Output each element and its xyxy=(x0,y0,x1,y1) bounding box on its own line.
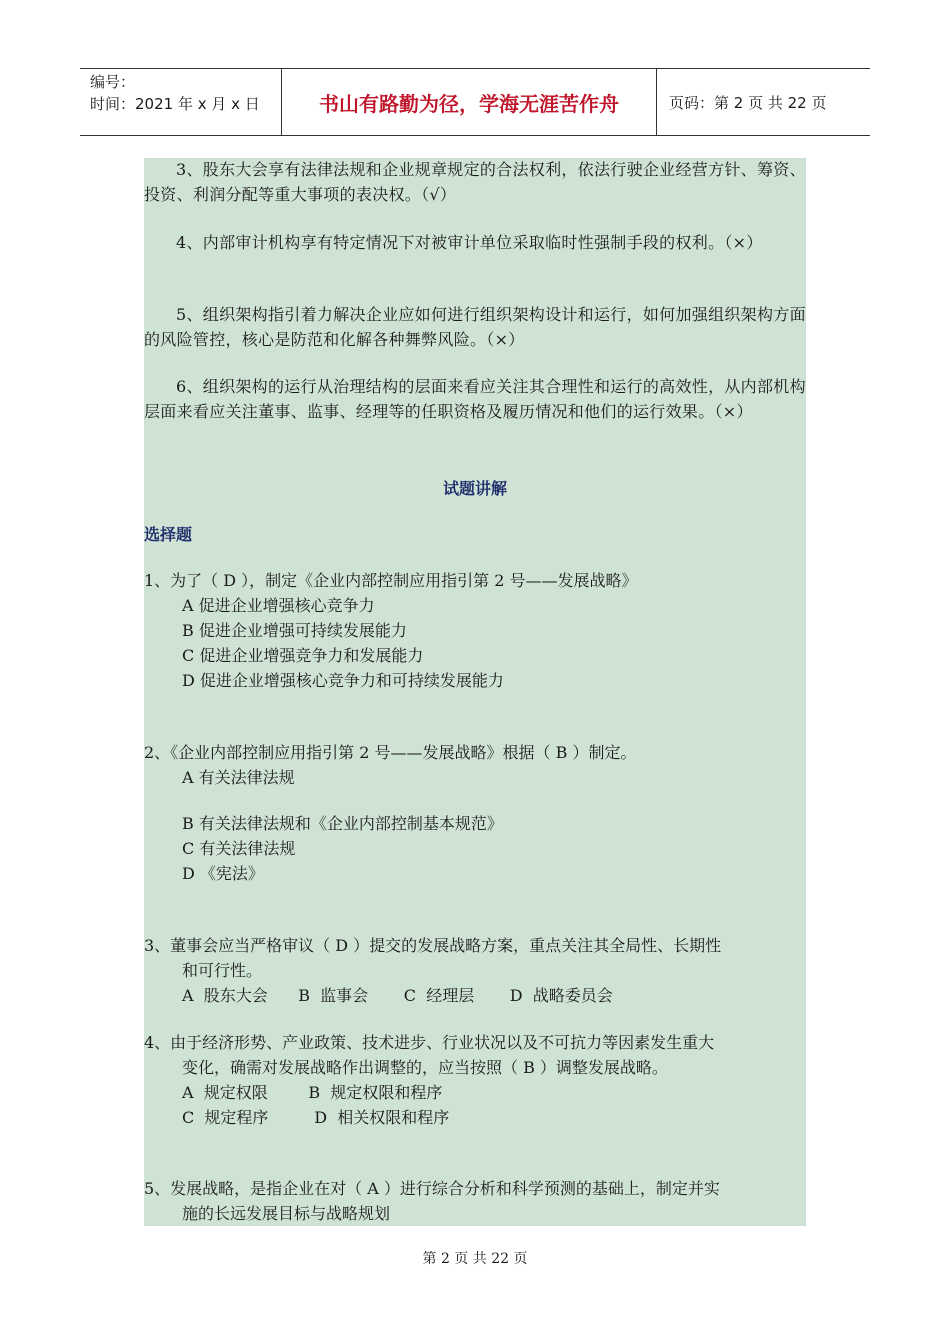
options-row-1: A 规定权限 B 规定权限和程序 xyxy=(182,1083,443,1102)
date-label: 时间：2021 年 x 月 x 日 xyxy=(90,95,260,113)
code-label: 编号： xyxy=(90,73,136,91)
header-page-info: 页码：第 2 页 共 22 页 xyxy=(669,93,827,112)
option-d: D 《宪法》 xyxy=(182,864,264,883)
question-stem: 4、由于经济形势、产业政策、技术进步、行业状况以及不可抗力等因素发生重大变化，确需对发展战略作出调整的，应当按照（ B ）调整发展战略。 xyxy=(144,1033,715,1077)
header-meta xyxy=(80,69,282,135)
paragraph-3: 3、股东大会享有法律法规和企业规章规定的合法权利，依法行驶企业经营方针、筹资、投资、利润分配等重大事项的表决权。（√） xyxy=(144,160,806,204)
section-title: 试题讲解 xyxy=(442,479,507,498)
question-4 xyxy=(144,1030,724,1130)
page-header xyxy=(80,68,870,136)
content-area xyxy=(144,158,806,1226)
paragraph-5: 5、组织架构指引着力解决企业应如何进行组织架构设计和运行，如何加强组织架构方面的风险管控，核心是防范和化解各种舞弊风险。（×） xyxy=(144,305,806,349)
header-motto: 书山有路勤为径，学海无涯苦作舟 xyxy=(282,69,657,135)
question-1 xyxy=(144,568,724,693)
question-3 xyxy=(144,933,724,1008)
option-a: A 有关法律法规 xyxy=(182,768,295,787)
subsection-title: 选择题 xyxy=(144,525,193,544)
option-c: C 有关法律法规 xyxy=(182,839,296,858)
question-2 xyxy=(144,740,724,886)
question-stem: 3、董事会应当严格审议（ D ）提交的发展战略方案，重点关注其全局性、长期性和可行性。 xyxy=(144,936,722,980)
question-5 xyxy=(144,1176,724,1226)
option-b: B 促进企业增强可持续发展能力 xyxy=(182,621,407,640)
option-a: A 促进企业增强核心竞争力 xyxy=(182,596,375,615)
paragraph-6: 6、组织架构的运行从治理结构的层面来看应关注其合理性和运行的高效性，从内部机构层面来看应关注董事、监事、经理等的任职资格及履历情况和他们的运行效果。（×） xyxy=(144,377,806,421)
paragraph-4: 4、内部审计机构享有特定情况下对被审计单位采取临时性强制手段的权利。（×） xyxy=(176,233,763,252)
page-footer: 第 2 页 共 22 页 xyxy=(422,1251,528,1267)
option-b: B 有关法律法规和《企业内部控制基本规范》 xyxy=(182,814,503,833)
question-stem: 2、《企业内部控制应用指引第 2 号——发展战略》根据（ B ）制定。 xyxy=(144,743,637,762)
question-stem: 5、发展战略，是指企业在对（ A ）进行综合分析和科学预测的基础上，制定并实施的长远发展目标与战略规划 xyxy=(144,1179,720,1223)
options-row: A 股东大会 B 监事会 C 经理层 D 战略委员会 xyxy=(182,986,613,1005)
option-c: C 促进企业增强竞争力和发展能力 xyxy=(182,646,424,665)
options-row-2: C 规定程序 D 相关权限和程序 xyxy=(182,1108,450,1127)
question-stem: 1、为了（ D ），制定《企业内部控制应用指引第 2 号——发展战略》 xyxy=(144,571,638,590)
option-d: D 促进企业增强核心竞争力和可持续发展能力 xyxy=(182,671,504,690)
